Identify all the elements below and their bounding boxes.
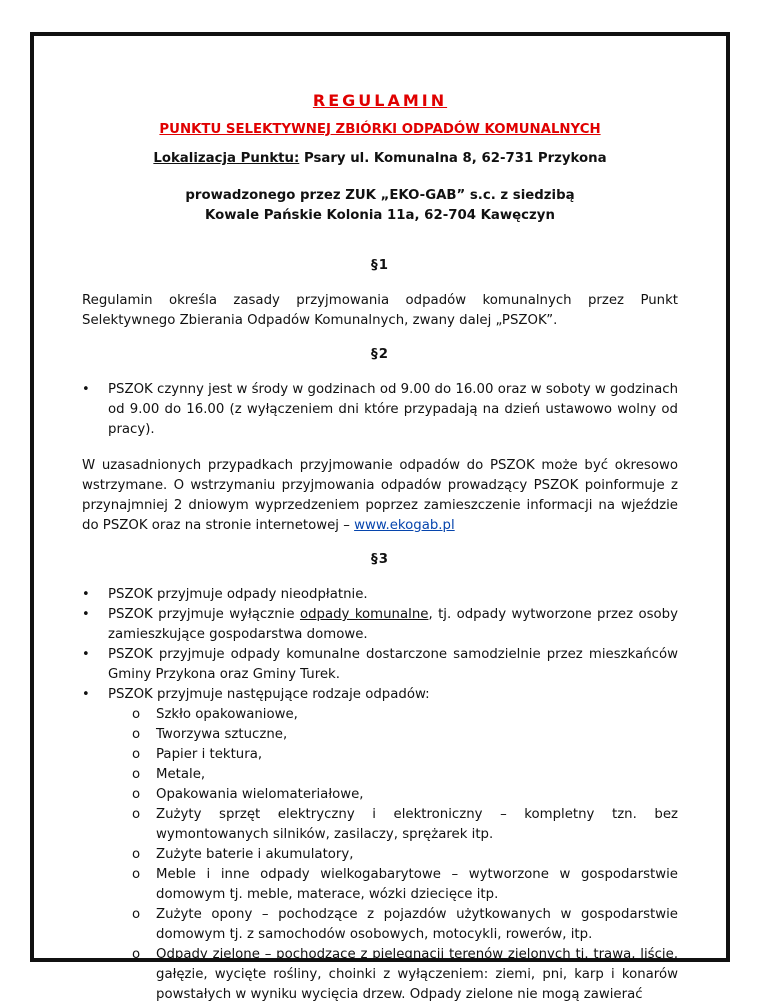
- waste-type-label: Zużyte baterie i akumulatory,: [156, 847, 354, 862]
- opening-hours-item: • PSZOK czynny jest w środy w godzinach od 9.00 do 16.00 oraz w soboty w godzinach od 9.00 do 16.00 (z wyłączeniem dni które przypadają na dzień ustawowo wolny od pracy).: [82, 380, 678, 440]
- waste-types-list: [108, 705, 678, 1005]
- document-subtitle: PUNKTU SELEKTYWNEJ ZBIÓRKI ODPADÓW KOMUNALNYCH: [159, 122, 601, 137]
- waste-type-item: [132, 725, 678, 745]
- list-item-text: PSZOK przyjmuje następujące rodzaje odpadów:: [108, 687, 430, 702]
- list-item-text: PSZOK przyjmuje wyłącznie: [108, 607, 300, 622]
- suspension-notice: W uzasadnionych przypadkach przyjmowanie odpadów do PSZOK może być okresowo wstrzymane. O wstrzymaniu przyjmowania odpadów prowadzący PSZOK poinformuje z przynajmniej 2 dniowym wyprzedzeniem poprzez zamieszczenie informacji na wjeździe do PSZOK oraz na stronie internetowej –: [82, 458, 678, 533]
- sub-bullet: o: [132, 707, 141, 722]
- waste-type-item: [132, 765, 678, 785]
- waste-type-label: Zużyte opony – pochodzące z pojazdów użytkowanych w gospodarstwie domowym tj. z samochodów osobowych, motocykli, rowerów, itp.: [156, 907, 678, 942]
- section-2-sign: §2: [371, 347, 389, 362]
- website-link[interactable]: www.ekogab.pl: [354, 518, 455, 533]
- operator-line-2: Kowale Pańskie Kolonia 11a, 62-704 Kawęczyn: [205, 208, 555, 223]
- waste-type-label: Papier i tektura,: [156, 747, 263, 762]
- waste-type-item: [132, 805, 678, 845]
- sub-bullet: o: [132, 947, 141, 962]
- location-value: Psary ul. Komunalna 8, 62-731 Przykona: [299, 151, 607, 166]
- list-item: [82, 605, 678, 645]
- waste-type-item: [132, 845, 678, 865]
- waste-type-label: Opakowania wielomateriałowe,: [156, 787, 364, 802]
- sub-bullet: o: [132, 727, 141, 742]
- waste-type-item: [132, 905, 678, 945]
- waste-type-item: [132, 945, 678, 1005]
- list-item: • PSZOK przyjmuje odpady komunalne dostarczone samodzielnie przez mieszkańców Gminy Przykona oraz Gminy Turek.: [82, 645, 678, 685]
- operator-line-1: prowadzonego przez ZUK „EKO-GAB” s.c. z siedzibą: [185, 188, 575, 203]
- list-item: [82, 685, 678, 1005]
- sub-bullet: o: [132, 767, 141, 782]
- waste-type-label: Tworzywa sztuczne,: [156, 727, 288, 742]
- sub-bullet: o: [132, 867, 141, 882]
- sub-bullet: o: [132, 847, 141, 862]
- waste-type-label: Zużyty sprzęt elektryczny i elektroniczny – kompletny tzn. bez wymontowanych silników, zasilaczy, sprężarek itp.: [156, 807, 678, 842]
- waste-type-item: [132, 865, 678, 905]
- sub-bullet: o: [132, 787, 141, 802]
- section-2-text: [82, 456, 678, 536]
- section-1-text: Regulamin określa zasady przyjmowania odpadów komunalnych przez Punkt Selektywnego Zbierania Odpadów Komunalnych, zwany dalej „PSZOK”.: [82, 293, 678, 328]
- section-2-list: [82, 380, 678, 440]
- waste-type-item: [132, 785, 678, 805]
- waste-type-label: Metale,: [156, 767, 206, 782]
- waste-type-label: Meble i inne odpady wielkogabarytowe – wytworzone w gospodarstwie domowym tj. meble, materace, wózki dziecięce itp.: [156, 867, 678, 902]
- sub-bullet: o: [132, 907, 141, 922]
- document-body: [34, 36, 726, 1005]
- waste-type-label: Szkło opakowaniowe,: [156, 707, 298, 722]
- waste-type-item: [132, 745, 678, 765]
- list-item: • PSZOK przyjmuje odpady nieodpłatnie.: [82, 585, 678, 605]
- operator-block: [82, 186, 678, 226]
- municipal-waste-term: odpady komunalne: [299, 607, 429, 622]
- section-1-sign: §1: [371, 258, 389, 273]
- section-3-list: [82, 585, 678, 1005]
- section-3-sign: §3: [371, 552, 389, 567]
- list-item-text: , tj. odpady wytworzone przez osoby zamieszkujące gospodarstwa domowe.: [108, 607, 678, 642]
- waste-type-item: [132, 705, 678, 725]
- page-frame: [30, 32, 730, 1002]
- document-title: REGULAMIN: [312, 91, 448, 110]
- sub-bullet: o: [132, 807, 141, 822]
- location-line: [82, 151, 678, 166]
- location-label: Lokalizacja Punktu:: [153, 151, 300, 166]
- sub-bullet: o: [132, 747, 141, 762]
- waste-type-label: Odpady zielone – pochodzące z pielęgnacji terenów zielonych tj. trawa, liście, gałęzie, wycięte rośliny, choinki z wyłączeniem: ziemi, pni, karp i konarów powstałych w wyniku wycięcia drzew. Odpady zielone nie mogą zawierać: [156, 947, 678, 1002]
